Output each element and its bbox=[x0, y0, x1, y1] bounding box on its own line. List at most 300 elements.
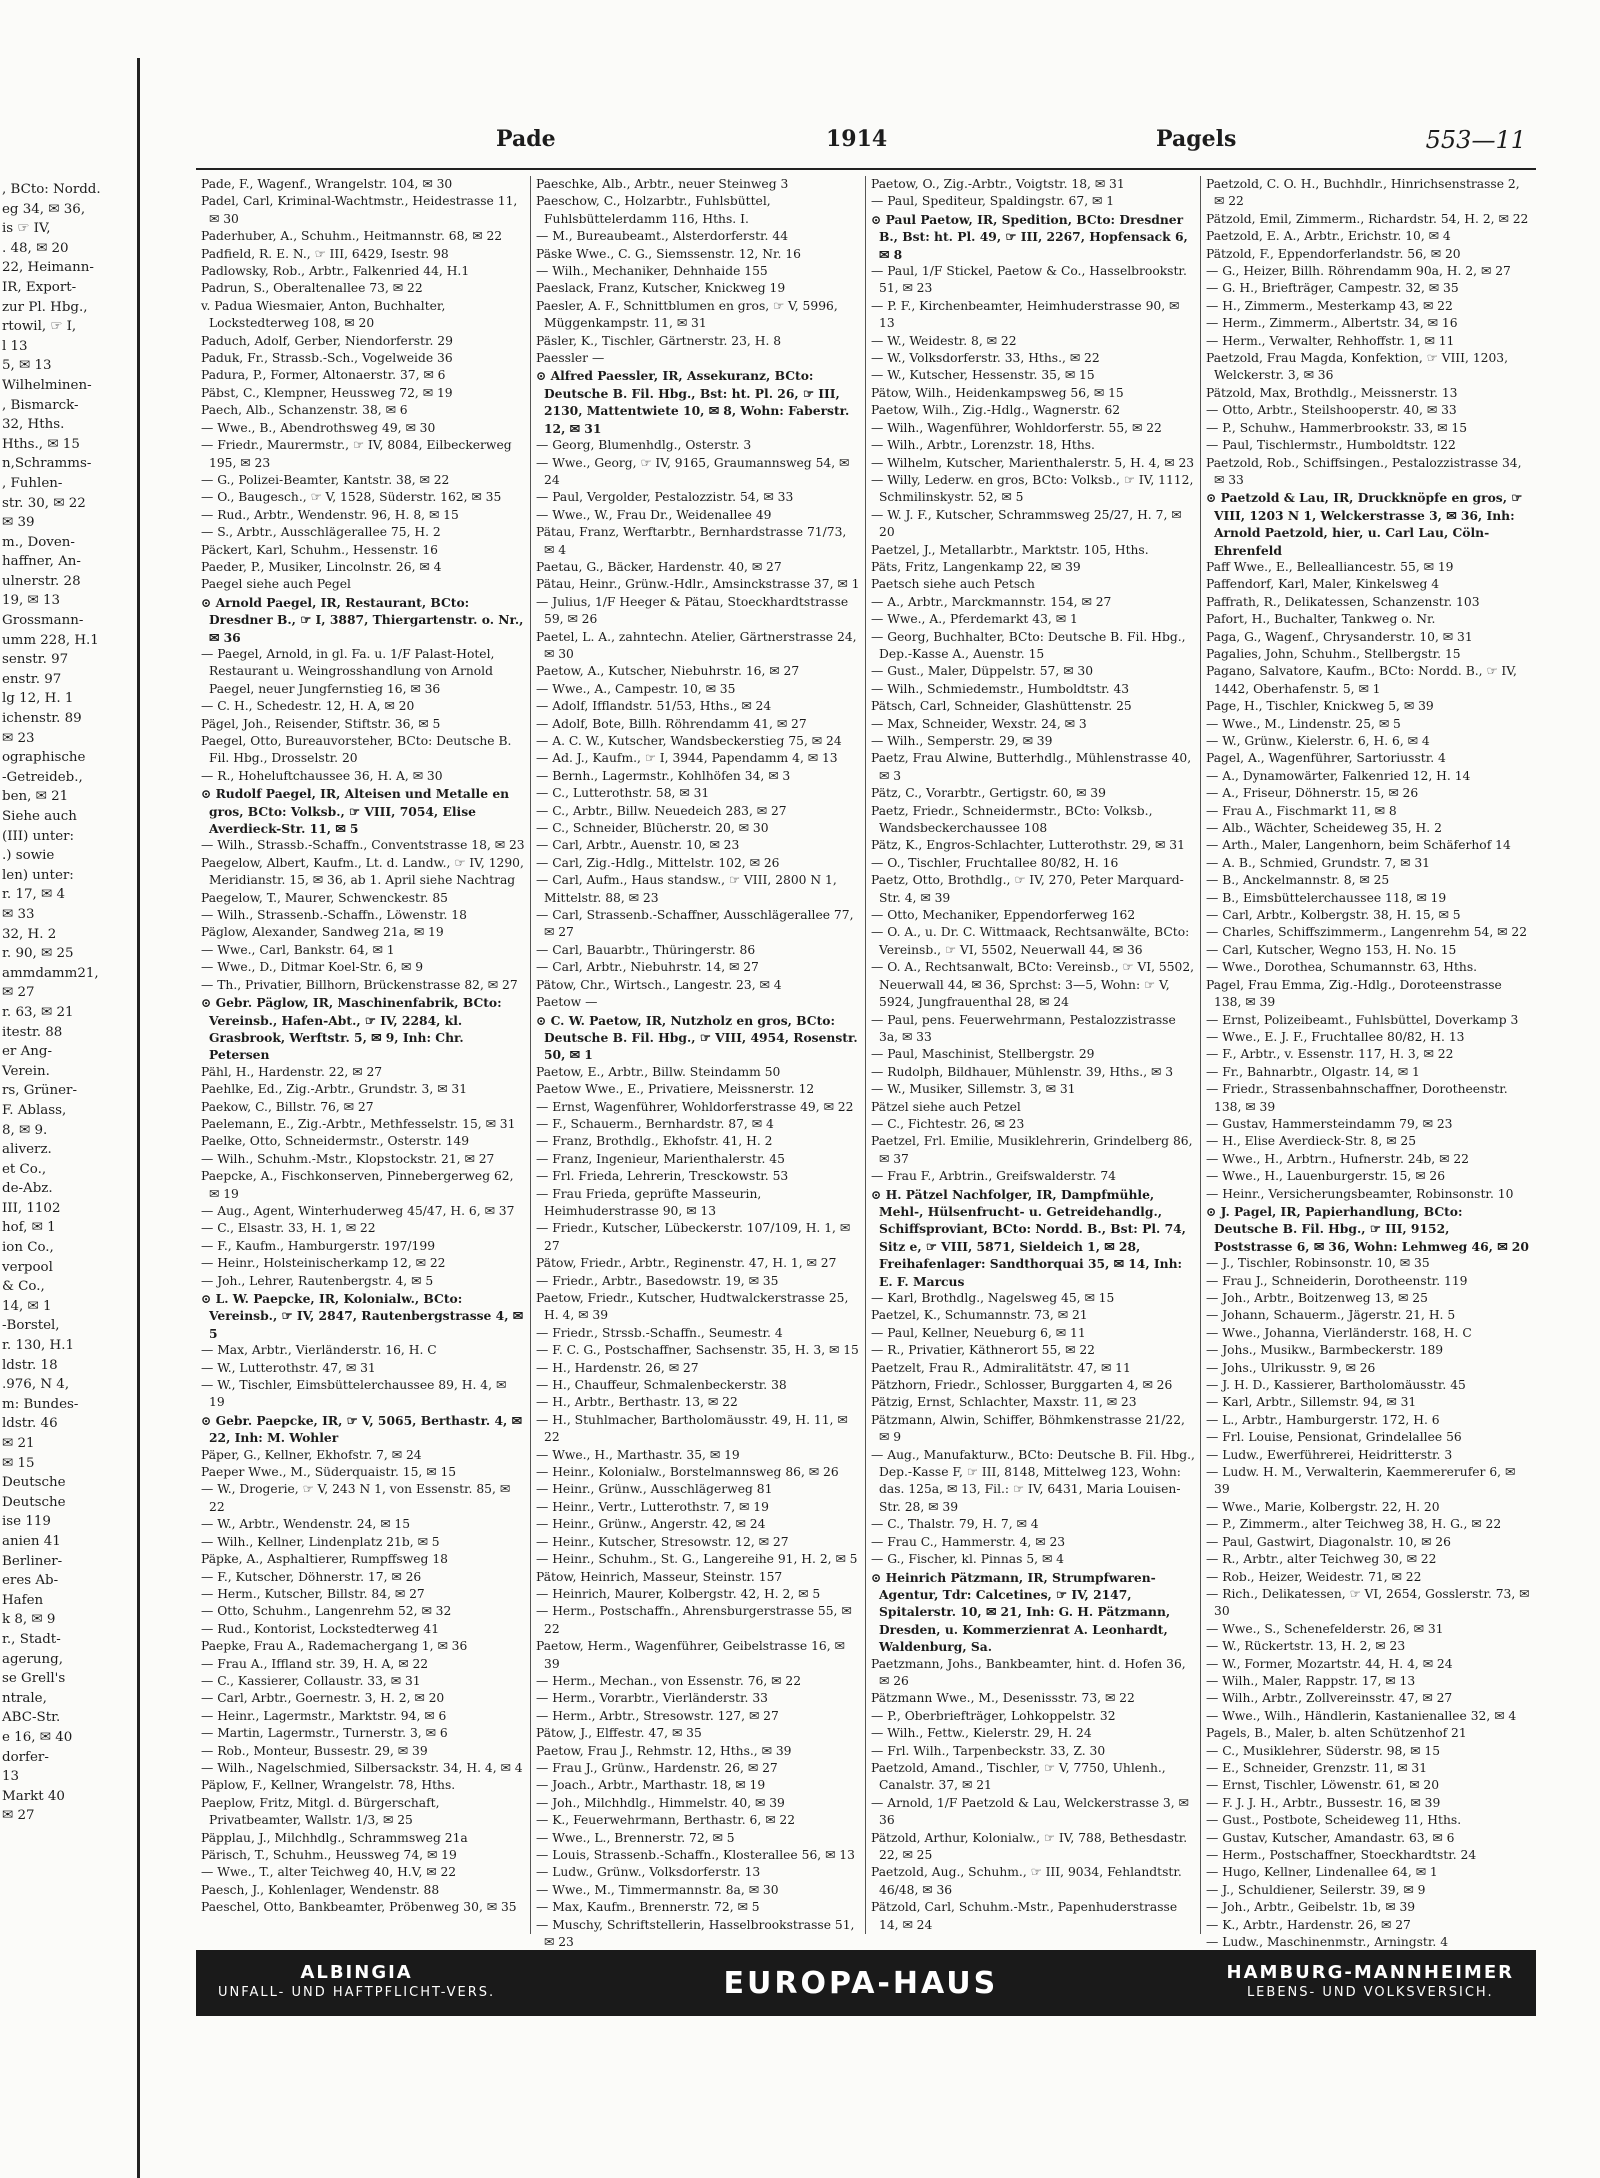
directory-entry: — W., Kutscher, Hessenstr. 35, ✉ 15 bbox=[871, 368, 1095, 383]
directory-entry: Paetzold, Amand., Tischler, ☞ V, 7750, Uhlenh., Canalstr. 37, ✉ 21 bbox=[871, 1760, 1166, 1793]
directory-entry: — W., Arbtr., Wendenstr. 24, ✉ 15 bbox=[201, 1517, 411, 1532]
directory-entry: Paepcke, A., Fischkonserven, Pinnebergerweg 62, ✉ 19 bbox=[201, 1169, 514, 1201]
directory-entry: — B., Eimsbüttelerchaussee 118, ✉ 19 bbox=[1206, 890, 1447, 905]
ad-europa-haus: EUROPA-HAUS bbox=[723, 1965, 999, 2001]
strip-line: l 13 bbox=[2, 338, 28, 354]
directory-entry: — Wwe., B., Abendrothsweg 49, ✉ 30 bbox=[201, 420, 436, 435]
strip-line: de-Abz. bbox=[2, 1181, 53, 1197]
strip-line: senstr. 97 bbox=[2, 652, 69, 668]
directory-entry: — Rud., Arbtr., Wendenstr. 96, H. 8, ✉ 15 bbox=[201, 507, 459, 522]
strip-line: ✉ 39 bbox=[2, 515, 35, 531]
directory-entry: Pätzig, Ernst, Schlachter, Maxstr. 11, ✉ 23 bbox=[871, 1395, 1137, 1410]
directory-entry: Pätzel siehe auch Petzel bbox=[871, 1099, 1021, 1114]
directory-entry: — J., Tischler, Robinsonstr. 10, ✉ 35 bbox=[1206, 1256, 1430, 1271]
directory-entry: — Aug., Agent, Winterhuderweg 45/47, H. 6, ✉ 37 bbox=[201, 1203, 515, 1218]
directory-entry: Pätow, Friedr., Arbtr., Reginenstr. 47, H. 1, ✉ 27 bbox=[536, 1256, 837, 1271]
directory-entry: — Ludw. H. M., Verwalterin, Kaemmererufer 6, ✉ 39 bbox=[1206, 1465, 1516, 1497]
directory-entry: Pade, F., Wagenf., Wrangelstr. 104, ✉ 30 bbox=[201, 177, 453, 191]
strip-line: . 48, ✉ 20 bbox=[2, 240, 69, 256]
strip-line: hof, ✉ 1 bbox=[2, 1220, 56, 1236]
directory-entry: — Heinr., Holsteinischerkamp 12, ✉ 22 bbox=[201, 1256, 446, 1271]
directory-entry: Pähl, H., Hardenstr. 22, ✉ 27 bbox=[201, 1064, 383, 1079]
directory-entry: — Wilh., Semperstr. 29, ✉ 39 bbox=[871, 734, 1053, 748]
directory-entry: Padlowsky, Rob., Arbtr., Falkenried 44, H.1 bbox=[201, 264, 470, 279]
directory-entry: — C., Musiklehrer, Süderstr. 98, ✉ 15 bbox=[1206, 1743, 1441, 1758]
directory-entry: — Wwe., Johanna, Vierländerstr. 168, H. C bbox=[1206, 1325, 1472, 1340]
directory-entry: — O. A., Rechtsanwalt, BCto: Vereinsb., ☞ VI, 5502, Neuerwall 44, ✉ 36, Sprchst: 3—5, Wohn: ☞ V, 5924, Jungfrauenthal 28, ✉ 24 bbox=[871, 960, 1195, 1010]
directory-entry: — Wwe., Georg, ☞ IV, 9165, Graumannsweg 54, ✉ 24 bbox=[536, 455, 850, 487]
directory-entry: Päglow, Alexander, Sandweg 21a, ✉ 19 bbox=[201, 925, 444, 940]
directory-entry: — Frl. Louise, Pensionat, Grindelallee 56 bbox=[1206, 1430, 1462, 1445]
directory-entry: — F., Arbtr., v. Essenstr. 117, H. 3, ✉ 22 bbox=[1206, 1047, 1454, 1062]
directory-entry: Paderhuber, A., Schuhm., Heitmannstr. 68, ✉ 22 bbox=[201, 229, 503, 244]
directory-entry: Paetow, A., Kutscher, Niebuhrstr. 16, ✉ 27 bbox=[536, 664, 800, 679]
strip-line: verpool bbox=[2, 1259, 53, 1275]
directory-entry: — K., Arbtr., Hardenstr. 26, ✉ 27 bbox=[1206, 1917, 1411, 1932]
directory-entry: — Max, Kaufm., Brennerstr. 72, ✉ 5 bbox=[536, 1900, 760, 1915]
directory-entry: Pätow, Chr., Wirtsch., Langestr. 23, ✉ 4 bbox=[536, 977, 782, 992]
directory-entry: ⊙ Heinrich Pätzmann, IR, Strumpfwaren-Agentur, Tdr: Calcetines, ☞ IV, 2147, Spitalerstr. 10, ✉ 21, Inh: G. H. Pätzmann, Dresden, u. Kommerzienrat A. Leonhardt, Waldenburg, Sa. bbox=[871, 1569, 1171, 1655]
strip-line: ✉ 27 bbox=[2, 985, 35, 1001]
strip-line: k 8, ✉ 9 bbox=[2, 1612, 56, 1628]
directory-entry: — Frau F., Arbtrin., Greifswalderstr. 74 bbox=[871, 1169, 1116, 1184]
directory-entry: ⊙ C. W. Paetow, IR, Nutzholz en gros, BCto: Deutsche B. Fil. Hbg., ☞ VIII, 4954, Rosenstr. 50, ✉ 1 bbox=[536, 1012, 858, 1063]
directory-entry: — Paul, Spediteur, Spaldingstr. 67, ✉ 1 bbox=[871, 194, 1115, 209]
directory-entry: — H., Hardenstr. 26, ✉ 27 bbox=[536, 1360, 699, 1375]
directory-entry: — H., Elise Averdieck-Str. 8, ✉ 25 bbox=[1206, 1134, 1417, 1149]
strip-line: Hafen bbox=[2, 1592, 44, 1608]
directory-entry: ⊙ J. Pagel, IR, Papierhandlung, BCto: Deutsche B. Fil. Hbg., ☞ III, 9152, Poststrasse 6, ✉ 36, Wohn: Lehmweg 46, ✉ 20 bbox=[1206, 1203, 1529, 1254]
directory-entry: Pätow, J., Elffestr. 47, ✉ 35 bbox=[536, 1726, 702, 1741]
directory-entry: Pätzold, Emil, Zimmerm., Richardstr. 54, H. 2, ✉ 22 bbox=[1206, 211, 1529, 226]
directory-entry: — Carl, Bauarbtr., Thüringerstr. 86 bbox=[536, 942, 756, 957]
directory-entry: Paeper Wwe., M., Süderquaistr. 15, ✉ 15 bbox=[201, 1465, 457, 1480]
directory-entry: — Ernst, Polizeibeamt., Fuhlsbüttel, Doverkamp 3 bbox=[1206, 1012, 1519, 1027]
directory-entry: ⊙ H. Pätzel Nachfolger, IR, Dampfmühle, Mehl-, Hülsenfrucht- u. Getreidehandlg., Schiffsproviant, BCto: Nordd. B., Bst: Pl. 74, Sitz e, ☞ VIII, 5871, Sieldeich 1, ✉ 28, Freihafenlager: Sandthorquai 35, ✉ 14, Inh: E. F. Marcus bbox=[871, 1186, 1186, 1289]
directory-entry: — Wwe., M., Timmermannstr. 8a, ✉ 30 bbox=[536, 1882, 779, 1897]
directory-entry: — Karl, Arbtr., Sillemstr. 94, ✉ 31 bbox=[1206, 1395, 1417, 1410]
directory-entry: — Adolf, Ifflandstr. 51/53, Hths., ✉ 24 bbox=[536, 699, 772, 714]
directory-entry: Päckert, Karl, Schuhm., Hessenstr. 16 bbox=[201, 542, 438, 557]
directory-entry: Pafort, H., Buchalter, Tankweg o. Nr. bbox=[1206, 612, 1436, 627]
directory-entry: — Wilh., Maler, Rappstr. 17, ✉ 13 bbox=[1206, 1673, 1416, 1688]
directory-entry: — Paul, Gastwirt, Diagonalstr. 10, ✉ 26 bbox=[1206, 1534, 1451, 1549]
strip-line: zur Pl. Hbg., bbox=[2, 299, 88, 315]
directory-entry: — O., Baugesch., ☞ V, 1528, Süderstr. 162, ✉ 35 bbox=[201, 490, 502, 505]
directory-entry: — Fr., Bahnarbtr., Olgastr. 14, ✉ 1 bbox=[1206, 1064, 1420, 1079]
directory-entry: — Wilh., Schmiedemstr., Humboldtstr. 43 bbox=[871, 681, 1130, 696]
directory-entry: Paelemann, E., Zig.-Arbtr., Methfesselstr. 15, ✉ 31 bbox=[201, 1116, 516, 1131]
strip-line: ldstr. 46 bbox=[2, 1416, 58, 1432]
ad-hamburg-mannheimer bbox=[1227, 1963, 1514, 2003]
directory-entry: — S., Arbtr., Ausschlägerallee 75, H. 2 bbox=[201, 525, 441, 540]
ad-albingia-subtitle: UNFALL- UND HAFTPFLICHT-VERS. bbox=[218, 1985, 496, 2000]
directory-entry: — Wilh., Kellner, Lindenplatz 21b, ✉ 5 bbox=[201, 1534, 440, 1549]
directory-entry: — Carl, Strassenb.-Schaffner, Ausschlägerallee 77, ✉ 27 bbox=[536, 908, 854, 940]
directory-entry: — Paul, 1/F Stickel, Paetow & Co., Hasselbrookstr. 51, ✉ 23 bbox=[871, 264, 1187, 296]
directory-entry: — H., Stuhlmacher, Bartholomäusstr. 49, H. 11, ✉ 22 bbox=[536, 1412, 848, 1445]
directory-entry: — Gust., Maler, Düppelstr. 57, ✉ 30 bbox=[871, 664, 1094, 679]
directory-entry: Paesch, J., Kohlenlager, Wendenstr. 88 bbox=[201, 1882, 440, 1897]
strip-line: ntrale, bbox=[2, 1690, 47, 1706]
directory-entry: — Wwe., M., Lindenstr. 25, ✉ 5 bbox=[1206, 716, 1401, 731]
directory-entry: — Carl, Aufm., Haus standsw., ☞ VIII, 2800 N 1, Mittelstr. 88, ✉ 23 bbox=[536, 873, 837, 905]
strip-line: r., Stadt- bbox=[2, 1631, 61, 1647]
directory-entry: — Joh., Arbtr., Geibelstr. 1b, ✉ 39 bbox=[1206, 1900, 1416, 1915]
directory-entry: Paetz, Frau Alwine, Butterhdlg., Mühlenstrasse 40, ✉ 3 bbox=[871, 751, 1192, 783]
strip-line: ichenstr. 89 bbox=[2, 711, 82, 727]
directory-entry: Page, H., Tischler, Knickweg 5, ✉ 39 bbox=[1206, 699, 1434, 714]
directory-entry: — Joh., Arbtr., Boitzenweg 13, ✉ 25 bbox=[1206, 1291, 1428, 1305]
strip-line: e 16, ✉ 40 bbox=[2, 1729, 73, 1745]
directory-entry: — Wwe., H., Lauenburgerstr. 15, ✉ 26 bbox=[1206, 1169, 1446, 1184]
directory-entry: — Friedr., Strssb.-Schaffn., Seumestr. 4 bbox=[536, 1325, 783, 1340]
directory-entry: — Gustav, Kutscher, Amandastr. 63, ✉ 6 bbox=[1206, 1830, 1455, 1845]
directory-entry: Pätz, C., Vorarbtr., Gertigstr. 60, ✉ 39 bbox=[871, 786, 1106, 801]
directory-entry: — Wilh., Nagelschmied, Silbersackstr. 34, H. 4, ✉ 4 bbox=[201, 1760, 523, 1775]
directory-entry: — Ad. J., Kaufm., ☞ I, 3944, Papendamm 4, ✉ 13 bbox=[536, 751, 838, 766]
directory-entry: — Wwe., Wilh., Händlerin, Kastanienallee 32, ✉ 4 bbox=[1206, 1708, 1517, 1723]
directory-entry: Pätsch, Carl, Schneider, Glashüttenstr. 25 bbox=[871, 699, 1132, 714]
directory-entry: Paetow, Friedr., Kutscher, Hudtwalckerstrasse 25, H. 4, ✉ 39 bbox=[536, 1291, 849, 1323]
strip-line: ✉ 27 bbox=[2, 1808, 35, 1824]
strip-line: 8, ✉ 9. bbox=[2, 1122, 48, 1138]
header-year: 1914 bbox=[826, 126, 888, 152]
directory-entry: — Heinr., Versicherungsbeamter, Robinsonstr. 10 bbox=[1206, 1186, 1514, 1201]
directory-entry: — Wilh., Schuhm.-Mstr., Klopstockstr. 21, ✉ 27 bbox=[201, 1151, 495, 1166]
strip-line: 32, Hths. bbox=[2, 417, 65, 433]
directory-entry: Pätzold, Max, Brothdlg., Meissnerstr. 13 bbox=[1206, 385, 1458, 400]
directory-entry: — Charles, Schiffszimmerm., Langenrehm 54, ✉ 22 bbox=[1206, 925, 1528, 940]
directory-entry: Pätzold, Carl, Schuhm.-Mstr., Papenhuderstrasse 14, ✉ 24 bbox=[871, 1900, 1178, 1932]
directory-entry: — W., Volksdorferstr. 33, Hths., ✉ 22 bbox=[871, 351, 1100, 366]
directory-entry: — Herm., Mechan., von Essenstr. 76, ✉ 22 bbox=[536, 1673, 802, 1688]
directory-entry: Paetow, Wilh., Zig.-Hdlg., Wagnerstr. 62 bbox=[871, 403, 1121, 418]
directory-entry: — Muschy, Schriftstellerin, Hasselbrookstrasse 51, ✉ 23 bbox=[536, 1917, 855, 1950]
directory-entry: — Wwe., D., Ditmar Koel-Str. 6, ✉ 9 bbox=[201, 960, 424, 975]
directory-entry: — Friedr., Kutscher, Lübeckerstr. 107/109, H. 1, ✉ 27 bbox=[536, 1221, 851, 1253]
directory-entry: — Ernst, Wagenführer, Wohldorferstrasse 49, ✉ 22 bbox=[536, 1099, 854, 1114]
directory-entry: — Rob., Monteur, Bussestr. 29, ✉ 39 bbox=[201, 1743, 428, 1758]
directory-entry: — Frau A., Iffland str. 39, H. A, ✉ 22 bbox=[201, 1656, 429, 1671]
directory-entry: Paech, Alb., Schanzenstr. 38, ✉ 6 bbox=[201, 403, 408, 418]
directory-entry: Paelke, Otto, Schneidermstr., Osterstr. 149 bbox=[201, 1134, 470, 1149]
page-number: 553—11 bbox=[1425, 126, 1526, 154]
directory-entry: Paetzold, C. O. H., Buchhdlr., Hinrichsenstrasse 2, ✉ 22 bbox=[1206, 177, 1520, 209]
strip-line: m., Doven- bbox=[2, 534, 75, 550]
strip-line: .) sowie bbox=[2, 848, 55, 864]
strip-line: Deutsche bbox=[2, 1494, 66, 1510]
directory-entry: — Wilhelm, Kutscher, Marienthalerstr. 5, H. 4, ✉ 23 bbox=[871, 455, 1195, 470]
directory-entry: Paetow, E., Arbtr., Billw. Steindamm 50 bbox=[536, 1064, 781, 1079]
strip-line: m: Bundes- bbox=[2, 1396, 79, 1412]
strip-line: (III) unter: bbox=[2, 828, 75, 844]
directory-entry: — Friedr., Maurermstr., ☞ IV, 8084, Eilbeckerweg 195, ✉ 23 bbox=[201, 438, 512, 470]
directory-entry: — G., Heizer, Billh. Röhrendamm 90a, H. 2, ✉ 27 bbox=[1206, 264, 1511, 279]
strip-line: len) unter: bbox=[2, 867, 74, 883]
directory-entry: — Heinr., Kolonialw., Borstelmannsweg 86, ✉ 26 bbox=[536, 1465, 839, 1480]
directory-entry: — Carl, Arbtr., Auenstr. 10, ✉ 23 bbox=[536, 838, 740, 853]
advertisement-banner bbox=[196, 1950, 1536, 2016]
strip-line: 5, ✉ 13 bbox=[2, 358, 52, 374]
directory-entry: — Franz, Ingenieur, Marienthalerstr. 45 bbox=[536, 1151, 785, 1166]
directory-entry: — Wwe., W., Frau Dr., Weidenallee 49 bbox=[536, 507, 772, 522]
directory-entry: Paetzel, J., Metallarbtr., Marktstr. 105, Hths. bbox=[871, 542, 1149, 557]
directory-entry: — Ludw., Grünw., Volksdorferstr. 13 bbox=[536, 1865, 761, 1880]
directory-entry: Paetzmann, Johs., Bankbeamter, hint. d. Hofen 36, ✉ 26 bbox=[871, 1656, 1186, 1688]
strip-line: n,Schramms- bbox=[2, 456, 92, 472]
directory-entry: — Wwe., L., Brennerstr. 72, ✉ 5 bbox=[536, 1830, 735, 1845]
directory-entry: — Martin, Lagermstr., Turnerstr. 3, ✉ 6 bbox=[201, 1726, 448, 1741]
directory-entry: Paeschke, Alb., Arbtr., neuer Steinweg 3 bbox=[536, 177, 789, 191]
directory-entry: — Carl, Kutscher, Wegno 153, H. No. 15 bbox=[1206, 942, 1457, 957]
directory-entry: — C., Schneider, Blücherstr. 20, ✉ 30 bbox=[536, 821, 769, 836]
header-first-name: Pade bbox=[496, 126, 556, 152]
directory-entry: — Alb., Wächter, Scheideweg 35, H. 2 bbox=[1206, 821, 1442, 836]
directory-entry: Pagel, Frau Emma, Zig.-Hdlg., Doroteenstrasse 138, ✉ 39 bbox=[1206, 977, 1502, 1010]
strip-line: 14, ✉ 1 bbox=[2, 1298, 52, 1314]
ad-hm-title: HAMBURG-MANNHEIMER bbox=[1226, 1962, 1514, 1983]
ad-albingia bbox=[218, 1963, 495, 2003]
strip-line: Verein. bbox=[2, 1063, 50, 1079]
directory-entry: — Georg, Blumenhdlg., Osterstr. 3 bbox=[536, 438, 752, 453]
directory-entry: — W., Lutterothstr. 47, ✉ 31 bbox=[201, 1360, 376, 1375]
strip-line: lg 12, H. 1 bbox=[2, 691, 74, 707]
directory-entry: — Herm., Kutscher, Billstr. 84, ✉ 27 bbox=[201, 1586, 425, 1601]
directory-entry: — Heinrich, Maurer, Kolbergstr. 42, H. 2, ✉ 5 bbox=[536, 1586, 821, 1601]
strip-line: eg 34, ✉ 36, bbox=[2, 201, 86, 217]
directory-entry: — Wilh., Arbtr., Lorenzstr. 18, Hths. bbox=[871, 438, 1095, 453]
directory-entry: Päsler, K., Tischler, Gärtnerstr. 23, H. 8 bbox=[536, 333, 782, 348]
strip-line: ABC-Str. bbox=[2, 1710, 61, 1726]
directory-entry: — Aug., Manufakturw., BCto: Deutsche B. Fil. Hbg., Dep.-Kasse F, ☞ III, 8148, Mittelweg 123, Wohn: das. 125a, ✉ 13, Fil.: ☞ IV, 6431, Maria Louisen-Str. 28, ✉ 39 bbox=[871, 1447, 1195, 1514]
directory-entry: — Georg, Buchhalter, BCto: Deutsche B. Fil. Hbg., Dep.-Kasse A., Auenstr. 15 bbox=[871, 629, 1186, 661]
directory-entry: Päplow, F., Kellner, Wrangelstr. 78, Hths. bbox=[201, 1778, 456, 1793]
directory-entry: Paffrath, R., Delikatessen, Schanzenstr. 103 bbox=[1206, 594, 1480, 609]
directory-entry: — W., Musiker, Sillemstr. 3, ✉ 31 bbox=[871, 1082, 1076, 1097]
strip-line: r. 130, H.1 bbox=[2, 1338, 74, 1354]
directory-entry: — F., Schauerm., Bernhardstr. 87, ✉ 4 bbox=[536, 1116, 774, 1131]
directory-entry: — Hugo, Kellner, Lindenallee 64, ✉ 1 bbox=[1206, 1865, 1438, 1880]
strip-line: r. 17, ✉ 4 bbox=[2, 887, 65, 903]
directory-entry: — W., Grünw., Kielerstr. 6, H. 6, ✉ 4 bbox=[1206, 734, 1430, 748]
directory-entry: Paessler — bbox=[536, 351, 605, 366]
directory-entry: — Wilh., Fettw., Kielerstr. 29, H. 24 bbox=[871, 1726, 1092, 1741]
directory-entry: Paetz, Otto, Brothdlg., ☞ IV, 270, Peter Marquard-Str. 4, ✉ 39 bbox=[871, 873, 1184, 905]
directory-entry: — W., Drogerie, ☞ V, 243 N 1, von Essenstr. 85, ✉ 22 bbox=[201, 1482, 511, 1514]
directory-page bbox=[196, 120, 1536, 2060]
directory-entry: — R., Hoheluftchaussee 36, H. A, ✉ 30 bbox=[201, 768, 443, 783]
directory-entry: — Rud., Kontorist, Lockstedterweg 41 bbox=[201, 1621, 440, 1636]
directory-entry: Padrun, S., Oberaltenallee 73, ✉ 22 bbox=[201, 281, 423, 296]
strip-line: ion Co., bbox=[2, 1240, 54, 1256]
directory-entry: Paeslack, Franz, Kutscher, Knickweg 19 bbox=[536, 281, 786, 296]
strip-line: -Borstel, bbox=[2, 1318, 60, 1334]
strip-line: r. 63, ✉ 21 bbox=[2, 1004, 74, 1020]
directory-entry: Paeschel, Otto, Bankbeamter, Pröbenweg 30, ✉ 35 bbox=[201, 1900, 517, 1915]
strip-line: Markt 40 bbox=[2, 1788, 65, 1804]
strip-line: , BCto: Nordd. bbox=[2, 182, 101, 197]
directory-entry: — F. C. G., Postschaffner, Sachsenstr. 35, H. 3, ✉ 15 bbox=[536, 1343, 859, 1358]
directory-entry: Päpplau, J., Milchhdlg., Schrammsweg 21a bbox=[201, 1830, 468, 1845]
directory-entry: ⊙ L. W. Paepcke, IR, Kolonialw., BCto: Vereinsb., ☞ IV, 2847, Rautenbergstrasse 4, ✉ 5 bbox=[201, 1291, 524, 1341]
directory-entry: Paetzold, Frau Magda, Konfektion, ☞ VIII, 1203, Welckerstr. 3, ✉ 36 bbox=[1206, 351, 1509, 383]
directory-entry: — Heinr., Grünw., Angerstr. 42, ✉ 24 bbox=[536, 1517, 766, 1532]
directory-entry: Paegelow, T., Maurer, Schwenckestr. 85 bbox=[201, 890, 448, 905]
directory-entry: — Otto, Arbtr., Steilshooperstr. 40, ✉ 33 bbox=[1206, 403, 1457, 418]
directory-entry: — W., Tischler, Eimsbüttelerchaussee 89, H. 4, ✉ 19 bbox=[201, 1378, 507, 1410]
directory-entry: Pätau, Franz, Werftarbtr., Bernhardstrasse 71/73, ✉ 4 bbox=[536, 525, 847, 557]
directory-entry: — J., Schuldiener, Seilerstr. 39, ✉ 9 bbox=[1206, 1882, 1426, 1897]
directory-entry: Paetau, G., Bäcker, Hardenstr. 40, ✉ 27 bbox=[536, 559, 782, 574]
directory-entry: — W. J. F., Kutscher, Schrammsweg 25/27, H. 7, ✉ 20 bbox=[871, 507, 1182, 540]
directory-entry: Pägel, Joh., Reisender, Stiftstr. 36, ✉ 5 bbox=[201, 716, 441, 731]
directory-entry: Paesler, A. F., Schnittblumen en gros, ☞ V, 5996, Müggenkampstr. 11, ✉ 31 bbox=[536, 298, 838, 331]
strip-line: itestr. 88 bbox=[2, 1024, 63, 1040]
strip-line: r. 90, ✉ 25 bbox=[2, 946, 74, 962]
strip-line: ✉ 15 bbox=[2, 1455, 35, 1471]
directory-entry: — Herm., Postschaffn., Ahrensburgerstrasse 55, ✉ 22 bbox=[536, 1604, 852, 1636]
directory-entry: Paepke, Frau A., Rademachergang 1, ✉ 36 bbox=[201, 1639, 468, 1654]
directory-entry: Paeder, P., Musiker, Lincolnstr. 26, ✉ 4 bbox=[201, 559, 442, 574]
directory-entry: — Joh., Lehrer, Rautenbergstr. 4, ✉ 5 bbox=[201, 1273, 434, 1288]
directory-entry: ⊙ Rudolf Paegel, IR, Alteisen und Metalle en gros, BCto: Volksb., ☞ VIII, 7054, Elise Averdieck-Str. 11, ✉ 5 bbox=[201, 786, 510, 837]
directory-entry: Paetzel, Frl. Emilie, Musiklehrerin, Grindelberg 86, ✉ 37 bbox=[871, 1134, 1193, 1166]
directory-entry: Paga, G., Wagenf., Chrysanderstr. 10, ✉ 31 bbox=[1206, 629, 1473, 644]
strip-line: ulnerstr. 28 bbox=[2, 573, 81, 589]
strip-line: 22, Heimann- bbox=[2, 260, 94, 276]
strip-line: , Fuhlen- bbox=[2, 475, 63, 491]
directory-entry: — Arnold, 1/F Paetzold & Lau, Welckerstrasse 3, ✉ 36 bbox=[871, 1795, 1189, 1828]
directory-entry: — O. A., u. Dr. C. Wittmaack, Rechtsanwälte, BCto: Vereinsb., ☞ VI, 5502, Neuerwall 44, ✉ 36 bbox=[871, 925, 1190, 957]
directory-entry: Pagel, A., Wagenführer, Sartoriusstr. 4 bbox=[1206, 751, 1446, 766]
strip-line: Wilhelminen- bbox=[2, 377, 92, 393]
directory-entry: — Paul, Tischlermstr., Humboldtstr. 122 bbox=[1206, 438, 1456, 453]
directory-entry: — Wwe., S., Schenefelderstr. 26, ✉ 31 bbox=[1206, 1621, 1444, 1636]
directory-entry: — Wilh., Strassenb.-Schaffn., Löwenstr. 18 bbox=[201, 908, 467, 923]
directory-entry: ⊙ Gebr. Päglow, IR, Maschinenfabrik, BCto: Vereinsb., Hafen-Abt., ☞ IV, 2284, kl. Grasbrook, Werftstr. 5, ✉ 9, Inh: Chr. Petersen bbox=[201, 995, 502, 1063]
directory-entry: ⊙ Arnold Paegel, IR, Restaurant, BCto: Dresdner B., ☞ I, 3887, Thiergartenstr. o. Nr., ✉ 36 bbox=[201, 594, 524, 645]
directory-entry: Paeplow, Fritz, Mitgl. d. Bürgerschaft, Privatbeamter, Wallstr. 1/3, ✉ 25 bbox=[201, 1795, 440, 1828]
column-2 bbox=[531, 176, 866, 1950]
directory-entry: Padura, P., Former, Altonaerstr. 37, ✉ 6 bbox=[201, 368, 446, 383]
directory-entry: — L., Arbtr., Hamburgerstr. 172, H. 6 bbox=[1206, 1412, 1440, 1427]
directory-entry: Padfield, R. E. N., ☞ III, 6429, Isestr. 98 bbox=[201, 246, 449, 261]
directory-entry: Päts, Fritz, Langenkamp 22, ✉ 39 bbox=[871, 559, 1081, 574]
directory-entry: — Carl, Zig.-Hdlg., Mittelstr. 102, ✉ 26 bbox=[536, 855, 780, 870]
directory-entry: — Joach., Arbtr., Marthastr. 18, ✉ 19 bbox=[536, 1778, 766, 1793]
ad-hm-subtitle: LEBENS- UND VOLKSVERSICH. bbox=[1246, 1985, 1494, 2000]
directory-entry: — Wwe., Marie, Kolbergstr. 22, H. 20 bbox=[1206, 1499, 1440, 1514]
strip-line: dorfer- bbox=[2, 1749, 49, 1765]
directory-entry: — P., Oberbriefträger, Lohkoppelstr. 32 bbox=[871, 1708, 1116, 1723]
directory-entry: v. Padua Wiesmaier, Anton, Buchhalter, Lockstedterweg 108, ✉ 20 bbox=[201, 298, 446, 331]
directory-entry: — Paul, Vergolder, Pestalozzistr. 54, ✉ 33 bbox=[536, 490, 794, 505]
directory-entry: Paetel, L. A., zahntechn. Atelier, Gärtnerstrasse 24, ✉ 30 bbox=[536, 629, 857, 661]
strip-line: haffner, An- bbox=[2, 554, 81, 570]
directory-entry: Paetzelt, Frau R., Admiralitätstr. 47, ✉ 11 bbox=[871, 1360, 1131, 1375]
directory-entry: — Wilh., Strassb.-Schaffn., Conventstrasse 18, ✉ 23 bbox=[201, 838, 525, 853]
directory-entry: ⊙ Paetzold & Lau, IR, Druckknöpfe en gros, ☞ VIII, 1203 N 1, Welckerstrasse 3, ✉ 36, Inh: Arnold Paetzold, hier, u. Carl Lau, Cöln-Ehrenfeld bbox=[1206, 490, 1523, 558]
directory-entry: Pätz, K., Engros-Schlachter, Lutterothstr. 29, ✉ 31 bbox=[871, 838, 1185, 853]
directory-entry: — Otto, Schuhm., Langenrehm 52, ✉ 32 bbox=[201, 1604, 452, 1619]
directory-entry: Pätzold, F., Eppendorferlandstr. 56, ✉ 20 bbox=[1206, 246, 1461, 261]
directory-entry: — Frau Frieda, geprüfte Masseurin, Heimhuderstrasse 90, ✉ 13 bbox=[536, 1186, 762, 1218]
strip-line: & Co., bbox=[2, 1279, 45, 1295]
column-3 bbox=[866, 176, 1201, 1934]
directory-entry: — Max, Schneider, Wexstr. 24, ✉ 3 bbox=[871, 716, 1087, 731]
directory-entry: — G., Polizei-Beamter, Kantstr. 38, ✉ 22 bbox=[201, 472, 450, 487]
directory-entry: — P., Schuhw., Hammerbrookstr. 33, ✉ 15 bbox=[1206, 420, 1468, 435]
directory-entry: — F. J. J. H., Arbtr., Bussestr. 16, ✉ 39 bbox=[1206, 1795, 1441, 1810]
directory-entry: Pätzmann Wwe., M., Desenissstr. 73, ✉ 22 bbox=[871, 1691, 1135, 1706]
directory-entry: Pagels, B., Maler, b. alten Schützenhof 21 bbox=[1206, 1726, 1467, 1741]
strip-line: ✉ 21 bbox=[2, 1436, 35, 1451]
header-last-name: Pagels bbox=[1156, 126, 1237, 152]
directory-entry: — A., Arbtr., Marckmannstr. 154, ✉ 27 bbox=[871, 594, 1112, 609]
directory-entry: Paff Wwe., E., Bellealliancestr. 55, ✉ 19 bbox=[1206, 559, 1454, 574]
directory-entry: — Friedr., Strassenbahnschaffner, Dorotheenstr. 138, ✉ 39 bbox=[1206, 1082, 1508, 1114]
directory-entry: Paetsch siehe auch Petsch bbox=[871, 577, 1035, 592]
directory-entry: — Heinr., Schuhm., St. G., Langereihe 91, H. 2, ✉ 5 bbox=[536, 1552, 858, 1567]
strip-line: 32, H. 2 bbox=[2, 926, 57, 942]
directory-entry: — Bernh., Lagermstr., Kohlhöfen 34, ✉ 3 bbox=[536, 768, 791, 783]
directory-entry: — Wwe., Carl, Bankstr. 64, ✉ 1 bbox=[201, 942, 395, 957]
directory-entry: — Wilh., Wagenführer, Wohldorferstr. 55, ✉ 22 bbox=[871, 420, 1162, 435]
directory-entry: — Heinr., Vertr., Lutterothstr. 7, ✉ 19 bbox=[536, 1499, 769, 1514]
strip-line: Berliner- bbox=[2, 1553, 63, 1569]
directory-entry: — A., Friseur, Döhnerstr. 15, ✉ 26 bbox=[1206, 786, 1419, 801]
directory-entry: Paetz, Friedr., Schneidermstr., BCto: Volksb., Wandsbeckerchaussee 108 bbox=[871, 803, 1153, 836]
strip-line: ographische bbox=[2, 750, 86, 766]
strip-line: III, 1102 bbox=[2, 1200, 61, 1216]
directory-entry: — Max, Arbtr., Vierländerstr. 16, H. C bbox=[201, 1343, 437, 1358]
directory-entry: Pätzold, Arthur, Kolonialw., ☞ IV, 788, Bethesdastr. 22, ✉ 25 bbox=[871, 1830, 1188, 1862]
column-4 bbox=[1201, 176, 1536, 1950]
directory-entry: — Wwe., T., alter Teichweg 40, H.V, ✉ 22 bbox=[201, 1865, 457, 1880]
directory-entry: — G., Fischer, kl. Pinnas 5, ✉ 4 bbox=[871, 1552, 1064, 1567]
strip-line: umm 228, H.1 bbox=[2, 632, 99, 648]
directory-entry: — Th., Privatier, Billhorn, Brückenstrasse 82, ✉ 27 bbox=[201, 977, 518, 992]
directory-entry: — Adolf, Bote, Billh. Röhrendamm 41, ✉ 27 bbox=[536, 716, 807, 731]
directory-entry: — Paul, pens. Feuerwehrmann, Pestalozzistrasse 3a, ✉ 33 bbox=[871, 1012, 1176, 1044]
strip-line: ammdamm21, bbox=[2, 965, 99, 981]
page-header bbox=[196, 120, 1536, 170]
directory-entry: — C., Thalstr. 79, H. 7, ✉ 4 bbox=[871, 1517, 1039, 1532]
column-1 bbox=[196, 176, 531, 1934]
directory-entry: Pagano, Salvatore, Kaufm., BCto: Nordd. B., ☞ IV, 1442, Oberhafenstr. 5, ✉ 1 bbox=[1206, 664, 1517, 696]
strip-line: IR, Export- bbox=[2, 279, 77, 295]
strip-line: Deutsche bbox=[2, 1475, 66, 1491]
strip-line: er Ang- bbox=[2, 1044, 52, 1060]
directory-entry: — Wwe., H., Marthastr. 35, ✉ 19 bbox=[536, 1447, 740, 1462]
strip-line: et Co., bbox=[2, 1161, 47, 1177]
strip-line: -Getreideb., bbox=[2, 769, 83, 785]
directory-entry: — Ernst, Tischler, Löwenstr. 61, ✉ 20 bbox=[1206, 1778, 1440, 1793]
directory-entry: ⊙ Gebr. Paepcke, IR, ☞ V, 5065, Berthastr. 4, ✉ 22, Inh: M. Wohler bbox=[201, 1412, 522, 1446]
directory-entry: — Frau J., Grünw., Hardenstr. 26, ✉ 27 bbox=[536, 1760, 778, 1775]
directory-entry: — A. B., Schmied, Grundstr. 7, ✉ 31 bbox=[1206, 855, 1430, 870]
strip-line: anien 41 bbox=[2, 1533, 61, 1549]
strip-line: str. 30, ✉ 22 bbox=[2, 495, 86, 511]
strip-line: 19, ✉ 13 bbox=[2, 593, 61, 609]
directory-entry: — G. H., Briefträger, Campestr. 32, ✉ 35 bbox=[1206, 281, 1459, 296]
strip-line: Siehe auch bbox=[2, 809, 77, 824]
directory-entry: — Johs., Musikw., Barmbeckerstr. 189 bbox=[1206, 1343, 1444, 1358]
directory-entry: — Herm., Verwalter, Rehhoffstr. 1, ✉ 11 bbox=[1206, 333, 1455, 348]
directory-entry: — Wwe., A., Pferdemarkt 43, ✉ 1 bbox=[871, 612, 1078, 627]
directory-entry: ⊙ Paul Paetow, IR, Spedition, BCto: Dresdner B., Bst: ht. Pl. 49, ☞ III, 2267, Hopfensack 6, ✉ 8 bbox=[871, 211, 1188, 262]
